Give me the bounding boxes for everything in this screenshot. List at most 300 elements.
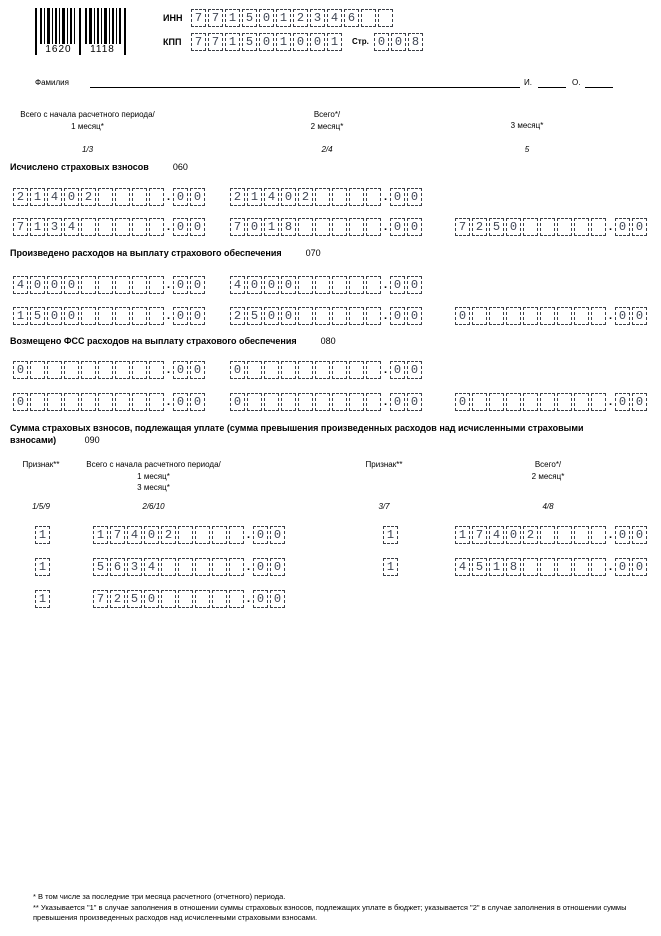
digit-cell: 0 <box>230 361 245 379</box>
kopeck-cell: 0 <box>407 188 422 206</box>
digit-cell <box>378 9 393 27</box>
digit-cell: 0 <box>64 307 79 325</box>
digit-cell <box>149 307 164 325</box>
column-090-1-code: 1/5/9 <box>32 502 50 511</box>
form-barcode <box>35 8 127 56</box>
section-090-title-row <box>10 423 624 446</box>
digit-cell <box>574 558 589 576</box>
amount-060-row2-col3 <box>455 218 647 236</box>
digit-cell: 4 <box>230 276 245 294</box>
digit-cell: 2 <box>293 9 308 27</box>
digit-cell: 1 <box>489 558 504 576</box>
digit-cell: 5 <box>247 307 262 325</box>
digit-cell: 4 <box>264 188 279 206</box>
amount-090-row2-right <box>455 558 647 576</box>
digit-cell <box>30 393 45 411</box>
kopeck-cell: 0 <box>407 361 422 379</box>
digit-cell <box>149 361 164 379</box>
digit-cell <box>195 590 210 608</box>
kopeck-cell: 0 <box>632 558 647 576</box>
kopeck-cell: 0 <box>632 526 647 544</box>
digit-cell: 7 <box>455 218 470 236</box>
flag-090-row3-left <box>35 590 50 608</box>
digit-cell: 0 <box>247 218 262 236</box>
decimal-separator: . <box>383 364 388 376</box>
digit-cell <box>332 188 347 206</box>
digit-cell: 0 <box>264 276 279 294</box>
digit-cell: 1 <box>30 218 45 236</box>
digit-cell <box>366 307 381 325</box>
kopeck-cell: 0 <box>173 218 188 236</box>
decimal-separator: . <box>166 364 171 376</box>
kopeck-cell: 0 <box>190 393 205 411</box>
digit-cell: 1 <box>327 33 342 51</box>
surname-line <box>90 87 520 88</box>
digit-cell: 0 <box>391 33 406 51</box>
digit-cell: 4 <box>455 558 470 576</box>
digit-cell <box>298 307 313 325</box>
column-090-4-line1: Всего*/ <box>534 460 562 469</box>
digit-cell <box>115 218 130 236</box>
digit-cell <box>149 218 164 236</box>
digit-cell: 0 <box>144 590 159 608</box>
digit-cell <box>540 307 555 325</box>
section-070-title-row <box>10 248 321 258</box>
section-080-title: Возмещено ФСС расходов на выплату страхового обеспечения <box>10 336 297 346</box>
digit-cell: 1 <box>264 218 279 236</box>
kopeck-cell: 0 <box>390 307 405 325</box>
digit-cell: 7 <box>110 526 125 544</box>
digit-cell <box>557 218 572 236</box>
decimal-separator: . <box>246 593 251 605</box>
digit-cell <box>98 393 113 411</box>
digit-cell: 0 <box>374 33 389 51</box>
digit-cell: 1 <box>35 590 50 608</box>
digit-cell <box>298 218 313 236</box>
decimal-separator: . <box>166 310 171 322</box>
digit-cell <box>115 307 130 325</box>
digit-cell: 5 <box>93 558 108 576</box>
digit-cell <box>472 307 487 325</box>
kopeck-cell: 0 <box>407 218 422 236</box>
digit-cell <box>523 393 538 411</box>
digit-cell: 4 <box>13 276 28 294</box>
inn-field <box>191 9 393 27</box>
digit-cell <box>349 276 364 294</box>
digit-cell: 5 <box>127 590 142 608</box>
kopeck-cell: 0 <box>615 307 630 325</box>
digit-cell <box>366 188 381 206</box>
column-090-4-line2: 2 месяц* <box>531 471 565 481</box>
amount-090-row3-left <box>93 590 285 608</box>
digit-cell <box>178 526 193 544</box>
flag-090-row1-left <box>35 526 50 544</box>
digit-cell: 0 <box>281 188 296 206</box>
digit-cell: 0 <box>13 393 28 411</box>
digit-cell: 1 <box>276 33 291 51</box>
digit-cell <box>149 276 164 294</box>
kopeck-cell: 0 <box>270 590 285 608</box>
digit-cell <box>557 558 572 576</box>
kopeck-cell: 0 <box>253 526 268 544</box>
digit-cell <box>195 558 210 576</box>
decimal-separator: . <box>246 561 251 573</box>
kopeck-cell: 0 <box>270 526 285 544</box>
kopeck-cell: 0 <box>615 218 630 236</box>
digit-cell: 1 <box>225 9 240 27</box>
digit-cell <box>132 188 147 206</box>
digit-cell: 5 <box>242 9 257 27</box>
digit-cell: 4 <box>47 188 62 206</box>
decimal-separator: . <box>166 396 171 408</box>
kopeck-cell: 0 <box>253 590 268 608</box>
digit-cell <box>591 558 606 576</box>
kopeck-cell: 0 <box>190 361 205 379</box>
page-number-label: Стр. <box>352 37 369 46</box>
digit-cell <box>366 393 381 411</box>
digit-cell <box>315 361 330 379</box>
digit-cell: 8 <box>408 33 423 51</box>
digit-cell <box>523 307 538 325</box>
digit-cell: 1 <box>383 558 398 576</box>
digit-cell: 3 <box>310 9 325 27</box>
digit-cell: 1 <box>455 526 470 544</box>
column2-code: 2/4 <box>321 145 333 154</box>
amount-080-row2-col1 <box>13 393 205 411</box>
digit-cell: 5 <box>472 558 487 576</box>
column-090-4-header <box>473 459 623 482</box>
digit-cell <box>298 361 313 379</box>
section-090-code: 090 <box>84 434 100 445</box>
decimal-separator: . <box>383 221 388 233</box>
kopeck-cell: 0 <box>173 188 188 206</box>
patronymic-initial-line <box>585 87 613 88</box>
digit-cell <box>115 361 130 379</box>
digit-cell <box>115 276 130 294</box>
kopeck-cell: 0 <box>632 218 647 236</box>
digit-cell: 4 <box>327 9 342 27</box>
amount-060-row1-col1 <box>13 188 205 206</box>
digit-cell: 0 <box>47 276 62 294</box>
digit-cell <box>247 393 262 411</box>
decimal-separator: . <box>383 396 388 408</box>
digit-cell: 4 <box>64 218 79 236</box>
column-090-2-line2: 1 месяц* <box>137 471 170 481</box>
column1-header-line2: 1 месяц* <box>71 121 104 131</box>
decimal-separator: . <box>383 310 388 322</box>
digit-cell: 2 <box>13 188 28 206</box>
digit-cell <box>132 307 147 325</box>
kopeck-cell: 0 <box>632 393 647 411</box>
digit-cell <box>115 188 130 206</box>
digit-cell: 5 <box>30 307 45 325</box>
digit-cell <box>195 526 210 544</box>
digit-cell: 0 <box>247 276 262 294</box>
digit-cell <box>349 188 364 206</box>
decimal-separator: . <box>608 396 613 408</box>
kopeck-cell: 0 <box>173 361 188 379</box>
digit-cell <box>229 526 244 544</box>
kopeck-cell: 0 <box>615 393 630 411</box>
digit-cell <box>591 218 606 236</box>
kopeck-cell: 0 <box>407 276 422 294</box>
digit-cell <box>489 393 504 411</box>
flag-090-row2-right <box>383 558 398 576</box>
kopeck-cell: 0 <box>173 307 188 325</box>
digit-cell: 7 <box>191 9 206 27</box>
digit-cell <box>574 307 589 325</box>
digit-cell <box>229 590 244 608</box>
digit-cell: 0 <box>281 307 296 325</box>
section-080-code: 080 <box>320 336 336 346</box>
digit-cell: 0 <box>259 9 274 27</box>
digit-cell <box>574 218 589 236</box>
digit-cell: 7 <box>472 526 487 544</box>
amount-090-row1-right <box>455 526 647 544</box>
digit-cell: 1 <box>30 188 45 206</box>
digit-cell <box>64 361 79 379</box>
digit-cell: 0 <box>13 361 28 379</box>
amount-070-row2-col1 <box>13 307 205 325</box>
digit-cell: 2 <box>523 526 538 544</box>
barcode-number-left: 1620 <box>39 44 78 56</box>
digit-cell <box>315 276 330 294</box>
digit-cell <box>161 558 176 576</box>
flag-090-row2-left <box>35 558 50 576</box>
digit-cell <box>557 526 572 544</box>
patronymic-initial-label: О. <box>572 78 581 87</box>
amount-090-row1-left <box>93 526 285 544</box>
decimal-separator: . <box>166 191 171 203</box>
digit-cell <box>47 361 62 379</box>
digit-cell <box>315 218 330 236</box>
digit-cell <box>366 276 381 294</box>
digit-cell <box>161 590 176 608</box>
section-060-title: Исчислено страховых взносов <box>10 162 149 172</box>
decimal-separator: . <box>246 529 251 541</box>
digit-cell: 2 <box>230 307 245 325</box>
digit-cell <box>349 393 364 411</box>
digit-cell: 5 <box>489 218 504 236</box>
kpp-field <box>191 33 342 51</box>
digit-cell: 4 <box>489 526 504 544</box>
decimal-separator: . <box>383 191 388 203</box>
kopeck-cell: 0 <box>615 558 630 576</box>
column2-header-line1: Всего*/ <box>313 110 341 119</box>
digit-cell: 2 <box>230 188 245 206</box>
amount-070-row2-col3 <box>455 307 647 325</box>
decimal-separator: . <box>608 310 613 322</box>
digit-cell <box>591 307 606 325</box>
digit-cell: 0 <box>455 307 470 325</box>
kopeck-cell: 0 <box>190 307 205 325</box>
digit-cell: 0 <box>506 526 521 544</box>
digit-cell <box>98 276 113 294</box>
decimal-separator: . <box>383 279 388 291</box>
flag-090-row1-right <box>383 526 398 544</box>
digit-cell <box>212 526 227 544</box>
digit-cell <box>557 393 572 411</box>
column2-header <box>252 109 402 132</box>
kopeck-cell: 0 <box>390 393 405 411</box>
digit-cell: 0 <box>264 307 279 325</box>
amount-080-row2-col3 <box>455 393 647 411</box>
digit-cell <box>81 218 96 236</box>
digit-cell: 1 <box>13 307 28 325</box>
page-number-field <box>374 33 423 51</box>
amount-060-row2-col2 <box>230 218 422 236</box>
kopeck-cell: 0 <box>615 526 630 544</box>
section-080-title-row <box>10 336 336 346</box>
digit-cell <box>149 188 164 206</box>
column-090-2-line1: Всего с начала расчетного периода/ <box>86 460 221 469</box>
footnote-1: * В том числе за последние три месяца расчетного (отчетного) периода. <box>33 892 286 901</box>
digit-cell: 0 <box>506 218 521 236</box>
digit-cell: 0 <box>455 393 470 411</box>
digit-cell: 1 <box>247 188 262 206</box>
amount-070-row1-col1 <box>13 276 205 294</box>
kopeck-cell: 0 <box>253 558 268 576</box>
digit-cell: 3 <box>47 218 62 236</box>
section-070-code: 070 <box>305 248 321 258</box>
digit-cell: 2 <box>161 526 176 544</box>
kopeck-cell: 0 <box>390 361 405 379</box>
digit-cell: 2 <box>472 218 487 236</box>
digit-cell: 3 <box>127 558 142 576</box>
digit-cell <box>178 590 193 608</box>
digit-cell <box>315 188 330 206</box>
digit-cell <box>81 276 96 294</box>
column2-header-line2: 2 месяц* <box>310 121 344 131</box>
digit-cell <box>178 558 193 576</box>
digit-cell: 0 <box>281 276 296 294</box>
digit-cell <box>574 393 589 411</box>
digit-cell <box>264 361 279 379</box>
digit-cell <box>540 393 555 411</box>
kopeck-cell: 0 <box>270 558 285 576</box>
digit-cell <box>332 307 347 325</box>
digit-cell <box>281 393 296 411</box>
decimal-separator: . <box>166 279 171 291</box>
digit-cell: 0 <box>310 33 325 51</box>
digit-cell: 5 <box>242 33 257 51</box>
section-060-code: 060 <box>172 162 188 172</box>
digit-cell: 7 <box>208 9 223 27</box>
first-initial-line <box>538 87 566 88</box>
column1-header <box>10 109 165 132</box>
digit-cell: 8 <box>506 558 521 576</box>
digit-cell: 0 <box>64 188 79 206</box>
digit-cell <box>81 361 96 379</box>
digit-cell <box>540 218 555 236</box>
digit-cell <box>506 307 521 325</box>
digit-cell: 6 <box>110 558 125 576</box>
digit-cell <box>81 393 96 411</box>
column-090-2-header <box>76 459 231 494</box>
digit-cell <box>540 526 555 544</box>
decimal-separator: . <box>608 221 613 233</box>
kopeck-cell: 0 <box>407 307 422 325</box>
amount-060-row2-col1 <box>13 218 205 236</box>
digit-cell <box>98 188 113 206</box>
digit-cell: 1 <box>93 526 108 544</box>
digit-cell <box>315 307 330 325</box>
digit-cell <box>506 393 521 411</box>
digit-cell <box>349 307 364 325</box>
flag-header-right: Признак** <box>365 460 403 469</box>
digit-cell: 7 <box>191 33 206 51</box>
digit-cell <box>557 307 572 325</box>
digit-cell: 6 <box>344 9 359 27</box>
digit-cell <box>574 526 589 544</box>
section-070-title: Произведено расходов на выплату страхового обеспечения <box>10 248 282 258</box>
digit-cell: 0 <box>230 393 245 411</box>
digit-cell: 1 <box>276 9 291 27</box>
digit-cell <box>132 276 147 294</box>
digit-cell: 1 <box>35 526 50 544</box>
digit-cell <box>366 218 381 236</box>
digit-cell <box>149 393 164 411</box>
digit-cell <box>523 558 538 576</box>
digit-cell <box>361 9 376 27</box>
digit-cell <box>591 393 606 411</box>
digit-cell <box>247 361 262 379</box>
digit-cell <box>98 218 113 236</box>
kopeck-cell: 0 <box>190 276 205 294</box>
digit-cell: 0 <box>47 307 62 325</box>
column3-header: 3 месяц* <box>510 121 544 130</box>
digit-cell <box>332 218 347 236</box>
surname-label: Фамилия <box>35 78 69 87</box>
digit-cell: 0 <box>259 33 274 51</box>
kopeck-cell: 0 <box>190 218 205 236</box>
digit-cell <box>281 361 296 379</box>
amount-070-row2-col2 <box>230 307 422 325</box>
footnotes <box>33 892 639 924</box>
amount-090-row2-left <box>93 558 285 576</box>
digit-cell: 7 <box>230 218 245 236</box>
decimal-separator: . <box>608 561 613 573</box>
amount-060-row1-col2 <box>230 188 422 206</box>
amount-080-row1-col2 <box>230 361 422 379</box>
digit-cell <box>47 393 62 411</box>
digit-cell <box>540 558 555 576</box>
digit-cell: 0 <box>144 526 159 544</box>
digit-cell <box>30 361 45 379</box>
footnote-2: ** Указывается "1" в случае заполнения в отношении суммы страховых взносов, подлежащих уплате в бюджет; указывается "2" в случае заполнения в отношении суммы превышения произведенных расходов над исчисленными страховыми взносами. <box>33 903 627 922</box>
first-initial-label: И. <box>524 78 532 87</box>
column-090-3-code: 3/7 <box>378 502 390 511</box>
section-090-title: Сумма страховых взносов, подлежащая уплате (сумма превышения произведенных расходов над исчисленными страховыми взносами) <box>10 423 584 445</box>
kopeck-cell: 0 <box>173 276 188 294</box>
digit-cell: 7 <box>208 33 223 51</box>
digit-cell: 7 <box>13 218 28 236</box>
digit-cell: 1 <box>383 526 398 544</box>
digit-cell <box>98 361 113 379</box>
digit-cell <box>64 393 79 411</box>
digit-cell <box>132 361 147 379</box>
column3-code: 5 <box>524 145 530 154</box>
section-060-title-row <box>10 162 188 172</box>
digit-cell <box>349 361 364 379</box>
digit-cell: 0 <box>293 33 308 51</box>
inn-label: ИНН <box>163 13 183 23</box>
kopeck-cell: 0 <box>632 307 647 325</box>
digit-cell <box>229 558 244 576</box>
digit-cell <box>132 218 147 236</box>
amount-080-row2-col2 <box>230 393 422 411</box>
digit-cell: 2 <box>298 188 313 206</box>
